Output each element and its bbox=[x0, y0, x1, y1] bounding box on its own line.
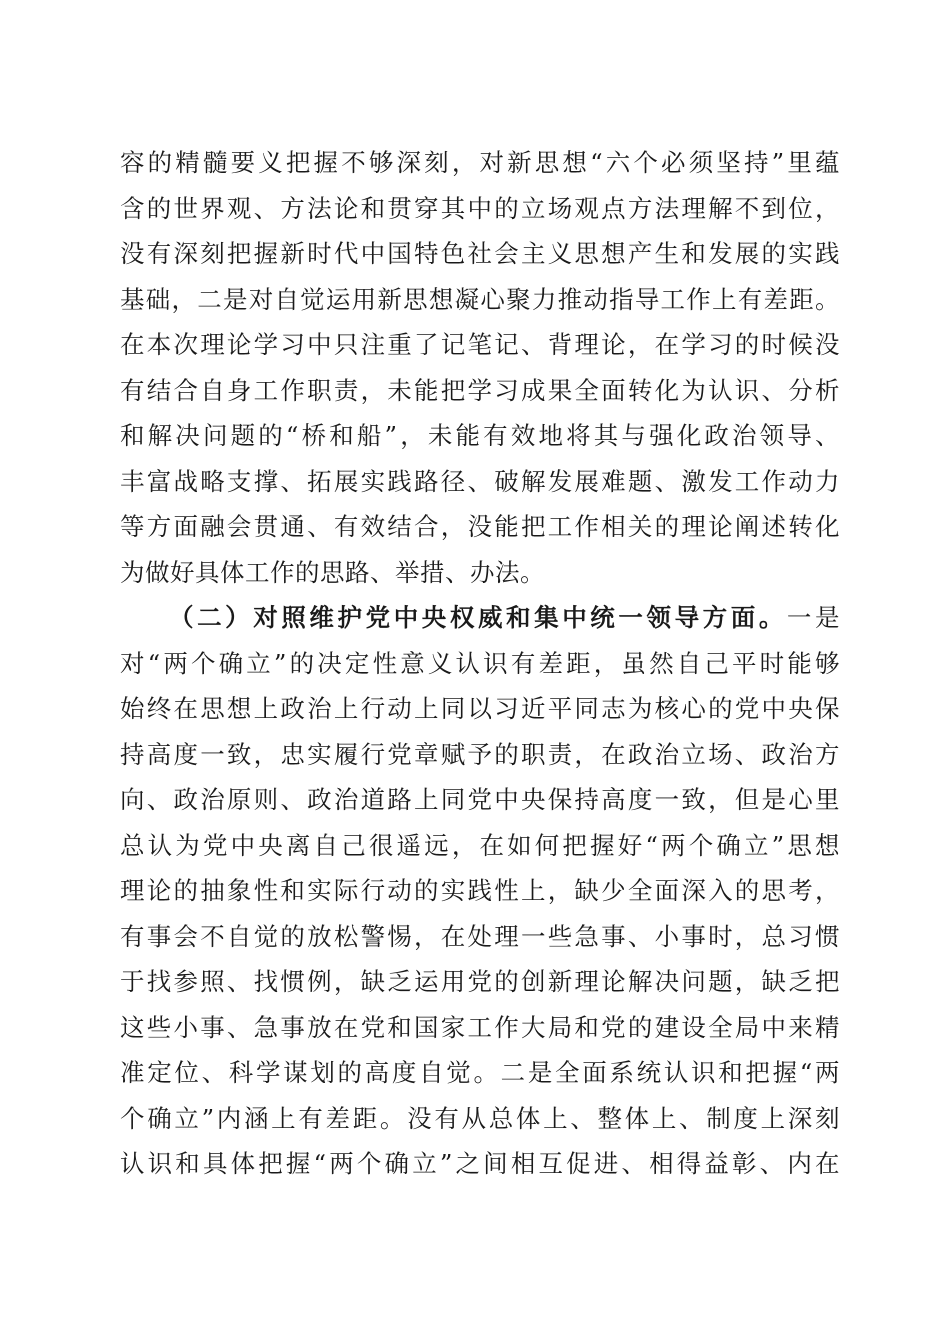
document-body bbox=[120, 140, 840, 1187]
text-line: 容的精髓要义把握不够深刻，对新思想“六个必须坚持”里蕴 bbox=[120, 148, 840, 177]
text-line: 总认为党中央离自己很遥远，在如何把握好“两个确立”思想 bbox=[120, 830, 840, 860]
text-line: 准定位、科学谋划的高度自觉。二是全面系统认识和把握“两 bbox=[120, 1058, 840, 1087]
text-line: 于找参照、找惯例，缺乏运用党的创新理论解决问题，缺乏把 bbox=[120, 967, 840, 996]
text-line: 没有深刻把握新时代中国特色社会主义思想产生和发展的实践 bbox=[120, 239, 840, 268]
text-line: 为做好具体工作的思路、举措、办法。 bbox=[120, 557, 545, 587]
section-heading: （二）对照维护党中央权威和集中统一领导方面。 bbox=[169, 603, 787, 632]
text-line: 理论的抽象性和实际行动的实践性上，缺少全面深入的思考， bbox=[120, 876, 840, 905]
section-heading-line bbox=[120, 595, 840, 641]
paragraph-1 bbox=[120, 140, 840, 595]
text-line: 含的世界观、方法论和贯穿其中的立场观点方法理解不到位， bbox=[120, 193, 840, 223]
text-line: 这些小事、急事放在党和国家工作大局和党的建设全局中来精 bbox=[120, 1012, 840, 1042]
text-line: 认识和具体把握“两个确立”之间相互促进、相得益彰、内在 bbox=[120, 1149, 840, 1178]
paragraph-2 bbox=[120, 595, 840, 1187]
text-line: 向、政治原则、政治道路上同党中央保持高度一致，但是心里 bbox=[120, 785, 840, 814]
text-line: 个确立”内涵上有差距。没有从总体上、整体上、制度上深刻 bbox=[120, 1103, 840, 1133]
heading-line-rest: 一是 bbox=[786, 603, 841, 632]
text-line: 和解决问题的“桥和船”，未能有效地将其与强化政治领导、 bbox=[120, 421, 840, 450]
text-line: 丰富战略支撑、拓展实践路径、破解发展难题、激发工作动力 bbox=[120, 466, 840, 496]
text-line: 对“两个确立”的决定性意义认识有差距，虽然自己平时能够 bbox=[120, 648, 840, 678]
text-line: 始终在思想上政治上行动上同以习近平同志为核心的党中央保 bbox=[120, 694, 840, 723]
text-line: 持高度一致，忠实履行党章赋予的职责，在政治立场、政治方 bbox=[120, 739, 840, 769]
text-line: 基础，二是对自觉运用新思想凝心聚力推动指导工作上有差距。 bbox=[120, 284, 840, 314]
text-line: 有事会不自觉的放松警惕，在处理一些急事、小事时，总习惯 bbox=[120, 921, 840, 951]
text-line: 有结合自身工作职责，未能把学习成果全面转化为认识、分析 bbox=[120, 375, 840, 405]
text-line: 在本次理论学习中只注重了记笔记、背理论，在学习的时候没 bbox=[120, 330, 840, 359]
text-line: 等方面融会贯通、有效结合，没能把工作相关的理论阐述转化 bbox=[120, 512, 840, 541]
